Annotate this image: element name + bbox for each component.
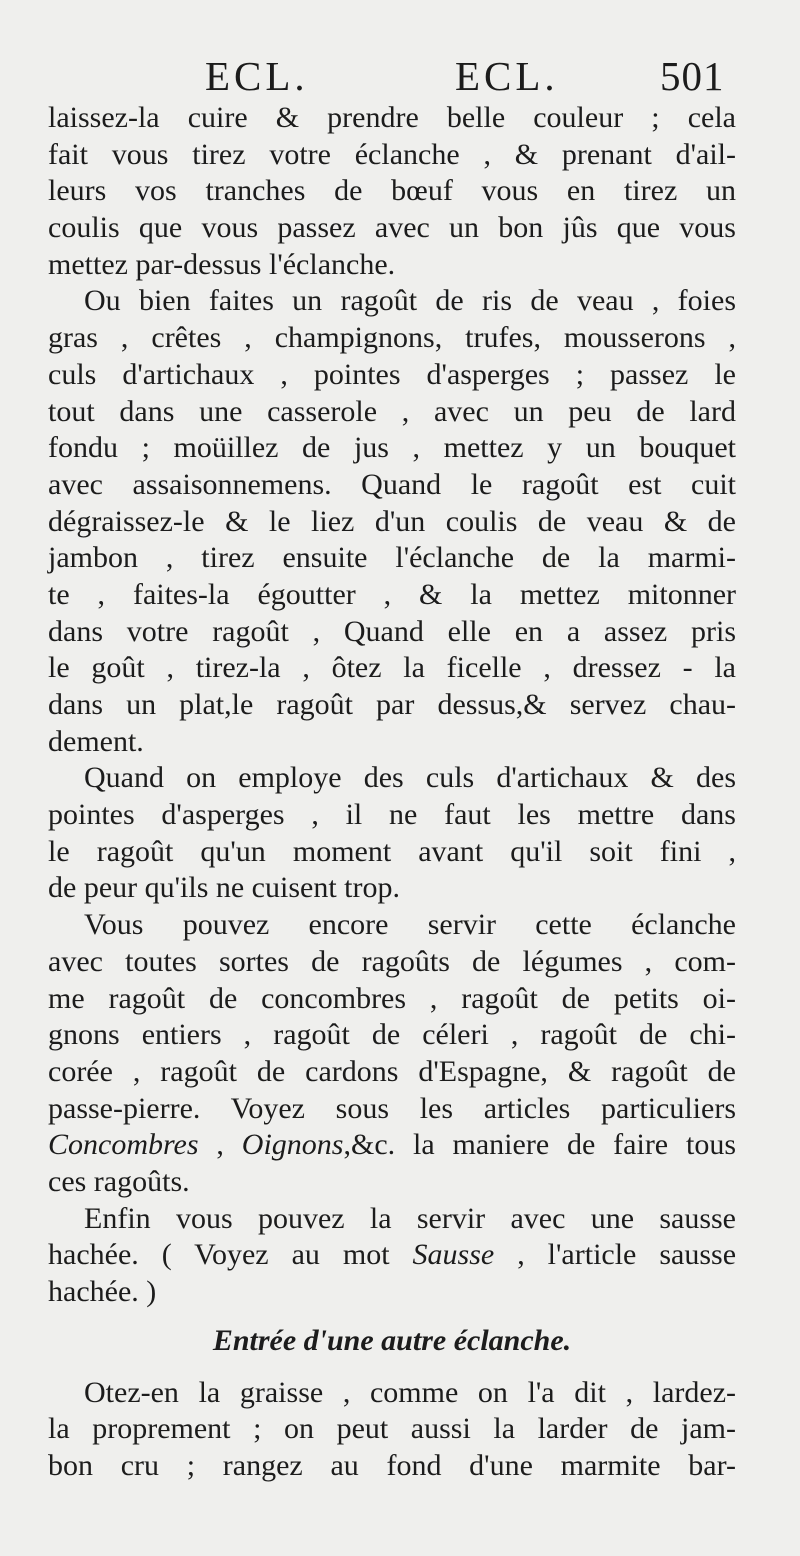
text-line: mettez par-dessus l'éclanche. — [48, 247, 396, 281]
header-center: ECL. — [455, 53, 559, 99]
text-line: coulis que vous passez avec un bon jûs que vous — [48, 211, 736, 245]
section-heading: Entrée d'une autre éclanche. — [212, 1323, 572, 1357]
text-line: avec assaisonnemens. Quand le ragoût est cuit — [48, 467, 736, 501]
running-header — [0, 52, 800, 102]
text-line: de peur qu'ils ne cuisent trop. — [48, 871, 400, 905]
text-line: hachée. ) — [48, 1275, 157, 1308]
text-line: gras , crêtes , champignons, trufes, mousserons , — [48, 321, 736, 355]
line-before: hachée. ( Voyez au mot — [48, 1238, 413, 1272]
text-line: me ragoût de concombres , ragoût de petits oi- — [48, 981, 736, 1015]
text-line: laissez-la cuire & prendre belle couleur ; cela — [48, 101, 736, 134]
text-line: leurs vos tranches de bœuf vous en tirez un — [48, 174, 736, 208]
text-line: Otez-en la graisse , comme on l'a dit , lardez- — [84, 1375, 736, 1409]
text-line: dégraissez-le & le liez d'un coulis de veau & de — [48, 504, 736, 538]
paragraph — [48, 1375, 736, 1485]
page-number: 501 — [660, 53, 725, 99]
text-line: dans un plat,le ragoût par dessus,& servez chau- — [48, 688, 736, 721]
line-after: , l'article sausse — [494, 1238, 737, 1272]
text-line: jambon , tirez ensuite l'éclanche de la marmi- — [48, 541, 736, 575]
paragraph — [48, 907, 736, 1201]
text-line: la proprement ; on peut aussi la larder de jam- — [48, 1412, 736, 1446]
text-line: corée , ragoût de cardons d'Espagne, & ragoût de — [48, 1054, 736, 1088]
paragraph — [48, 100, 736, 283]
text-line: avec toutes sortes de ragoûts de légumes , com- — [48, 944, 736, 978]
line-rest: ,&c. la maniere de faire tous — [343, 1128, 737, 1162]
text-line: gnons entiers , ragoût de céleri , ragoût de chi- — [48, 1018, 736, 1052]
text-line — [48, 1127, 736, 1164]
paragraph — [48, 760, 736, 907]
paragraph — [48, 1201, 736, 1311]
italic-term: Oignons — [241, 1128, 344, 1162]
text-line: pointes d'asperges , il ne faut les mettre dans — [48, 798, 736, 832]
text-line: Vous pouvez encore servir cette éclanche — [84, 908, 736, 942]
italic-term: Concombres — [48, 1128, 199, 1162]
text-line: ces ragoûts. — [48, 1164, 190, 1198]
text-line: fondu ; moüillez de jus , mettez y un bouquet — [48, 431, 736, 465]
page-body — [48, 100, 736, 1485]
text-line: le goût , tirez-la , ôtez la ficelle , dressez - la — [48, 651, 736, 685]
text-line: culs d'artichaux , pointes d'asperges ; passez le — [48, 357, 736, 391]
header-left: ECL. — [205, 53, 309, 99]
text-line: te , faites-la égoutter , & la mettez mitonner — [48, 577, 736, 611]
text-line: Enfin vous pouvez la servir avec une sausse — [84, 1201, 736, 1235]
separator: , — [198, 1128, 242, 1162]
text-line — [48, 1237, 736, 1274]
paragraph — [48, 283, 736, 760]
text-line: dement. — [48, 724, 144, 758]
text-line: Quand on employe des culs d'artichaux & des — [84, 761, 736, 795]
text-line: bon cru ; rangez au fond d'une marmite bar- — [48, 1449, 736, 1483]
text-line: dans votre ragoût , Quand elle en a assez pris — [48, 614, 736, 648]
italic-term: Sausse — [412, 1238, 495, 1272]
text-line: fait vous tirez votre éclanche , & prenant d'ail- — [48, 137, 736, 171]
text-line: Ou bien faites un ragoût de ris de veau , foies — [84, 284, 736, 318]
text-line: tout dans une casserole , avec un peu de lard — [48, 394, 736, 428]
text-line: le ragoût qu'un moment avant qu'il soit fini , — [48, 834, 736, 868]
text-line: passe-pierre. Voyez sous les articles particuliers — [48, 1091, 736, 1125]
